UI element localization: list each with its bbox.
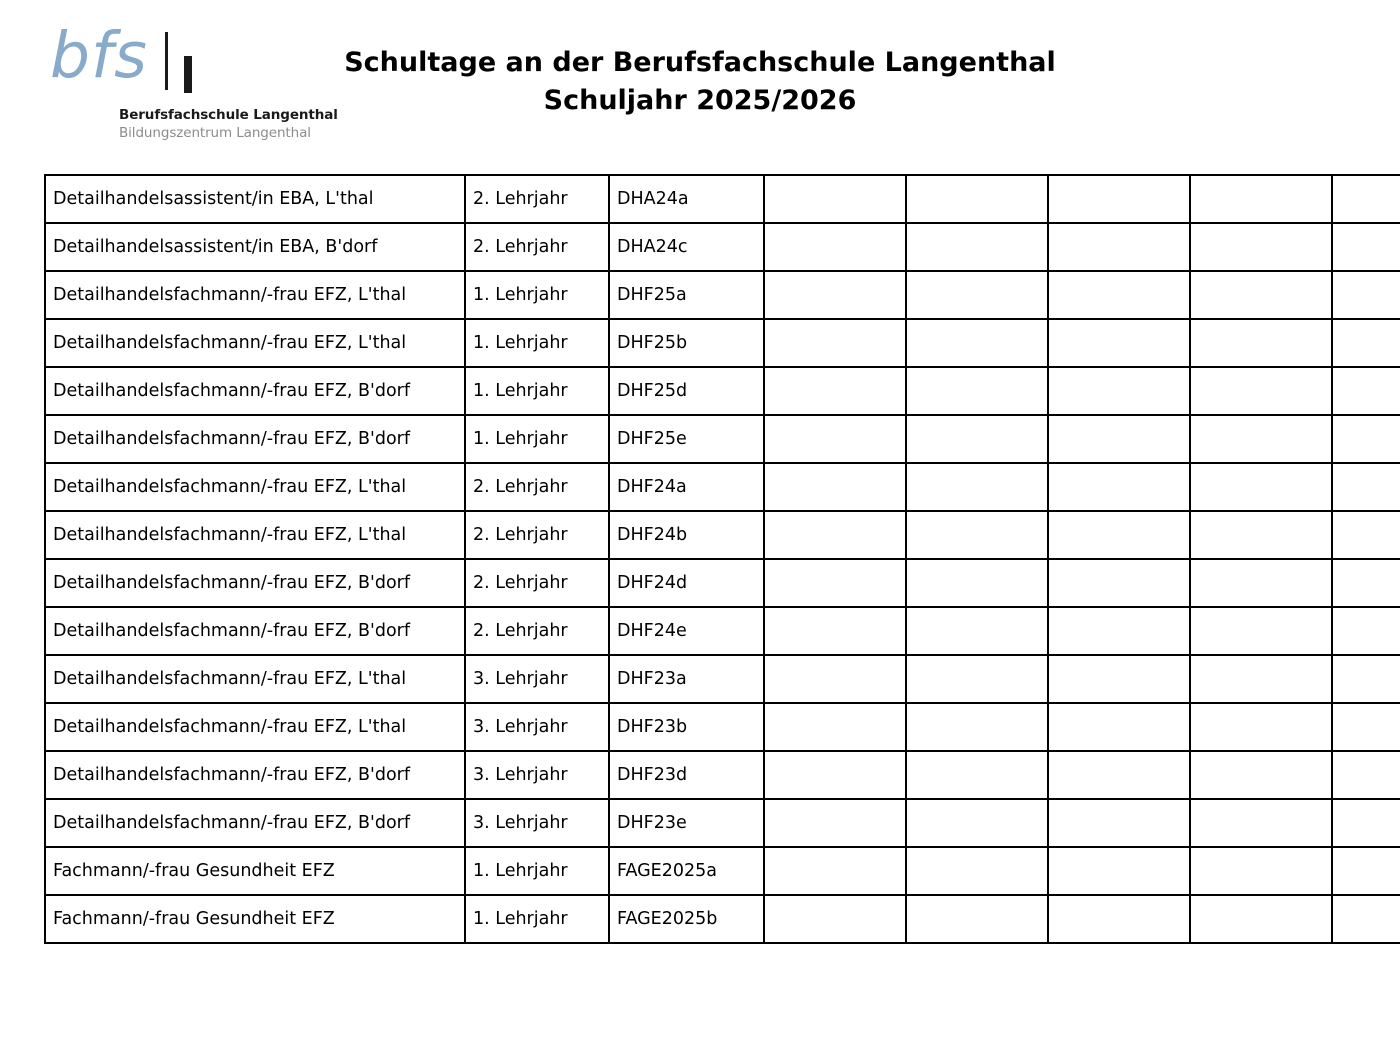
cell-schoolday-empty (1332, 895, 1400, 943)
table-row (45, 367, 1400, 415)
cell-schoolday-empty (1332, 799, 1400, 847)
cell-class-code: DHF25b (609, 319, 764, 367)
cell-schoolday-marked (906, 511, 1048, 559)
cell-class-code: DHF24e (609, 607, 764, 655)
cell-schoolday-empty (1048, 847, 1190, 895)
cell-program-name: Detailhandelsfachmann/-frau EFZ, L'thal (45, 511, 465, 559)
cell-schoolday-empty (1190, 655, 1332, 703)
cell-schoolday-empty (764, 319, 906, 367)
cell-class-code: FAGE2025b (609, 895, 764, 943)
cell-class-code: DHF25a (609, 271, 764, 319)
cell-program-name: Fachmann/-frau Gesundheit EFZ (45, 895, 465, 943)
cell-schoolday-empty (1332, 511, 1400, 559)
cell-schoolday-empty (1332, 559, 1400, 607)
cell-class-code: FAGE2025a (609, 847, 764, 895)
cell-schoolday-empty (764, 511, 906, 559)
cell-schoolday-marked (1332, 271, 1400, 319)
cell-schoolday-marked (1048, 463, 1190, 511)
cell-schoolday-empty (764, 223, 906, 271)
school-logo (44, 19, 344, 149)
cell-program-name: Detailhandelsfachmann/-frau EFZ, B'dorf (45, 367, 465, 415)
logo-wordmark-bfs: bfs (50, 19, 148, 92)
table-row (45, 271, 1400, 319)
cell-apprenticeship-year: 3. Lehrjahr (465, 751, 609, 799)
cell-schoolday-empty (1190, 799, 1332, 847)
cell-class-code: DHF23a (609, 655, 764, 703)
cell-schoolday-marked (1048, 511, 1190, 559)
cell-apprenticeship-year: 1. Lehrjahr (465, 271, 609, 319)
cell-apprenticeship-year: 1. Lehrjahr (465, 895, 609, 943)
cell-program-name: Fachmann/-frau Gesundheit EFZ (45, 847, 465, 895)
cell-schoolday-empty (906, 703, 1048, 751)
cell-schoolday-empty (1048, 367, 1190, 415)
cell-schoolday-empty (906, 415, 1048, 463)
cell-program-name: Detailhandelsfachmann/-frau EFZ, L'thal (45, 271, 465, 319)
cell-schoolday-marked (906, 847, 1048, 895)
cell-schoolday-empty (1048, 271, 1190, 319)
cell-schoolday-empty (1332, 607, 1400, 655)
cell-schoolday-marked (1332, 367, 1400, 415)
table-row (45, 175, 1400, 223)
logo-mark (44, 19, 304, 92)
logo-subtitle-block (119, 106, 359, 142)
cell-schoolday-empty (1332, 223, 1400, 271)
cell-class-code: DHA24a (609, 175, 764, 223)
cell-schoolday-marked (1048, 223, 1190, 271)
logo-subtitle-primary: Berufsfachschule Langenthal (119, 107, 338, 123)
cell-schoolday-empty (1332, 655, 1400, 703)
table-row (45, 655, 1400, 703)
cell-apprenticeship-year: 2. Lehrjahr (465, 175, 609, 223)
cell-schoolday-empty (906, 319, 1048, 367)
cell-schoolday-marked (764, 847, 906, 895)
table-row (45, 319, 1400, 367)
cell-class-code: DHF24b (609, 511, 764, 559)
cell-schoolday-marked (906, 895, 1048, 943)
cell-program-name: Detailhandelsassistent/in EBA, L'thal (45, 175, 465, 223)
cell-class-code: DHF24a (609, 463, 764, 511)
table-row (45, 895, 1400, 943)
cell-schoolday-marked (1190, 367, 1332, 415)
table-row (45, 751, 1400, 799)
cell-schoolday-empty (764, 799, 906, 847)
logo-rule-thick-icon (184, 56, 192, 93)
table-row (45, 703, 1400, 751)
table-row (45, 511, 1400, 559)
cell-schoolday-empty (906, 751, 1048, 799)
cell-schoolday-marked (1190, 319, 1332, 367)
cell-schoolday-marked (764, 607, 906, 655)
cell-schoolday-marked (1190, 271, 1332, 319)
cell-schoolday-empty (1332, 463, 1400, 511)
page-title (340, 44, 1060, 120)
cell-schoolday-marked (1190, 175, 1332, 223)
cell-schoolday-empty (1332, 703, 1400, 751)
cell-schoolday-empty (906, 367, 1048, 415)
cell-class-code: DHF25e (609, 415, 764, 463)
cell-schoolday-marked (1048, 799, 1190, 847)
table-row (45, 463, 1400, 511)
cell-schoolday-empty (1048, 415, 1190, 463)
cell-class-code: DHF23d (609, 751, 764, 799)
cell-schoolday-marked (1048, 751, 1190, 799)
cell-schoolday-empty (906, 175, 1048, 223)
cell-schoolday-empty (906, 223, 1048, 271)
cell-schoolday-marked (764, 895, 906, 943)
cell-schoolday-marked (764, 559, 906, 607)
cell-schoolday-empty (1190, 559, 1332, 607)
cell-schoolday-empty (1048, 895, 1190, 943)
cell-schoolday-empty (906, 655, 1048, 703)
cell-schoolday-empty (1332, 847, 1400, 895)
cell-apprenticeship-year: 2. Lehrjahr (465, 463, 609, 511)
cell-apprenticeship-year: 2. Lehrjahr (465, 607, 609, 655)
page-title-line-2: Schuljahr 2025/2026 (543, 85, 857, 116)
cell-class-code: DHF25d (609, 367, 764, 415)
document-header (0, 0, 1400, 165)
cell-schoolday-empty (764, 415, 906, 463)
cell-apprenticeship-year: 3. Lehrjahr (465, 655, 609, 703)
cell-program-name: Detailhandelsfachmann/-frau EFZ, L'thal (45, 703, 465, 751)
cell-program-name: Detailhandelsfachmann/-frau EFZ, B'dorf (45, 799, 465, 847)
cell-program-name: Detailhandelsfachmann/-frau EFZ, L'thal (45, 655, 465, 703)
cell-program-name: Detailhandelsfachmann/-frau EFZ, B'dorf (45, 415, 465, 463)
cell-schoolday-empty (764, 367, 906, 415)
cell-class-code: DHF23b (609, 703, 764, 751)
cell-schoolday-empty (1190, 847, 1332, 895)
cell-schoolday-marked (1332, 415, 1400, 463)
cell-apprenticeship-year: 1. Lehrjahr (465, 319, 609, 367)
logo-rule-thin-icon (165, 32, 168, 90)
cell-program-name: Detailhandelsfachmann/-frau EFZ, B'dorf (45, 607, 465, 655)
cell-schoolday-empty (1190, 607, 1332, 655)
cell-schoolday-marked (906, 463, 1048, 511)
cell-apprenticeship-year: 1. Lehrjahr (465, 367, 609, 415)
cell-apprenticeship-year: 2. Lehrjahr (465, 559, 609, 607)
cell-schoolday-empty (1048, 607, 1190, 655)
cell-program-name: Detailhandelsfachmann/-frau EFZ, L'thal (45, 463, 465, 511)
cell-program-name: Detailhandelsfachmann/-frau EFZ, L'thal (45, 319, 465, 367)
cell-apprenticeship-year: 2. Lehrjahr (465, 511, 609, 559)
table-row (45, 607, 1400, 655)
cell-schoolday-empty (1332, 751, 1400, 799)
cell-schoolday-empty (906, 271, 1048, 319)
schedule-table-body (45, 175, 1400, 943)
cell-schoolday-marked (906, 607, 1048, 655)
cell-schoolday-empty (1190, 463, 1332, 511)
cell-schoolday-empty (1048, 175, 1190, 223)
cell-program-name: Detailhandelsfachmann/-frau EFZ, B'dorf (45, 751, 465, 799)
cell-schoolday-empty (1190, 511, 1332, 559)
cell-schoolday-empty (1048, 559, 1190, 607)
cell-apprenticeship-year: 2. Lehrjahr (465, 223, 609, 271)
schedule-table-container (44, 174, 1351, 944)
table-row (45, 415, 1400, 463)
cell-schoolday-marked (1332, 319, 1400, 367)
cell-schoolday-marked (1048, 703, 1190, 751)
cell-schoolday-empty (1190, 703, 1332, 751)
table-row (45, 847, 1400, 895)
cell-schoolday-empty (1190, 223, 1332, 271)
cell-schoolday-empty (764, 655, 906, 703)
cell-program-name: Detailhandelsfachmann/-frau EFZ, B'dorf (45, 559, 465, 607)
cell-schoolday-empty (764, 463, 906, 511)
cell-schoolday-empty (1190, 751, 1332, 799)
cell-schoolday-empty (764, 751, 906, 799)
page-title-line-1: Schultage an der Berufsfachschule Langenthal (344, 47, 1056, 78)
cell-schoolday-empty (1048, 319, 1190, 367)
logo-subtitle-secondary: Bildungszentrum Langenthal (119, 125, 311, 141)
table-row (45, 559, 1400, 607)
cell-schoolday-marked (906, 559, 1048, 607)
cell-program-name: Detailhandelsassistent/in EBA, B'dorf (45, 223, 465, 271)
cell-schoolday-marked (1048, 655, 1190, 703)
cell-apprenticeship-year: 1. Lehrjahr (465, 847, 609, 895)
cell-apprenticeship-year: 3. Lehrjahr (465, 799, 609, 847)
cell-apprenticeship-year: 3. Lehrjahr (465, 703, 609, 751)
cell-apprenticeship-year: 1. Lehrjahr (465, 415, 609, 463)
table-row (45, 223, 1400, 271)
cell-schoolday-empty (1190, 895, 1332, 943)
schedule-table (44, 174, 1400, 944)
cell-schoolday-empty (906, 799, 1048, 847)
cell-schoolday-empty (764, 271, 906, 319)
cell-schoolday-empty (1332, 175, 1400, 223)
cell-schoolday-marked (1190, 415, 1332, 463)
cell-schoolday-empty (764, 703, 906, 751)
cell-class-code: DHF24d (609, 559, 764, 607)
cell-schoolday-empty (764, 175, 906, 223)
cell-class-code: DHA24c (609, 223, 764, 271)
table-row (45, 799, 1400, 847)
cell-class-code: DHF23e (609, 799, 764, 847)
